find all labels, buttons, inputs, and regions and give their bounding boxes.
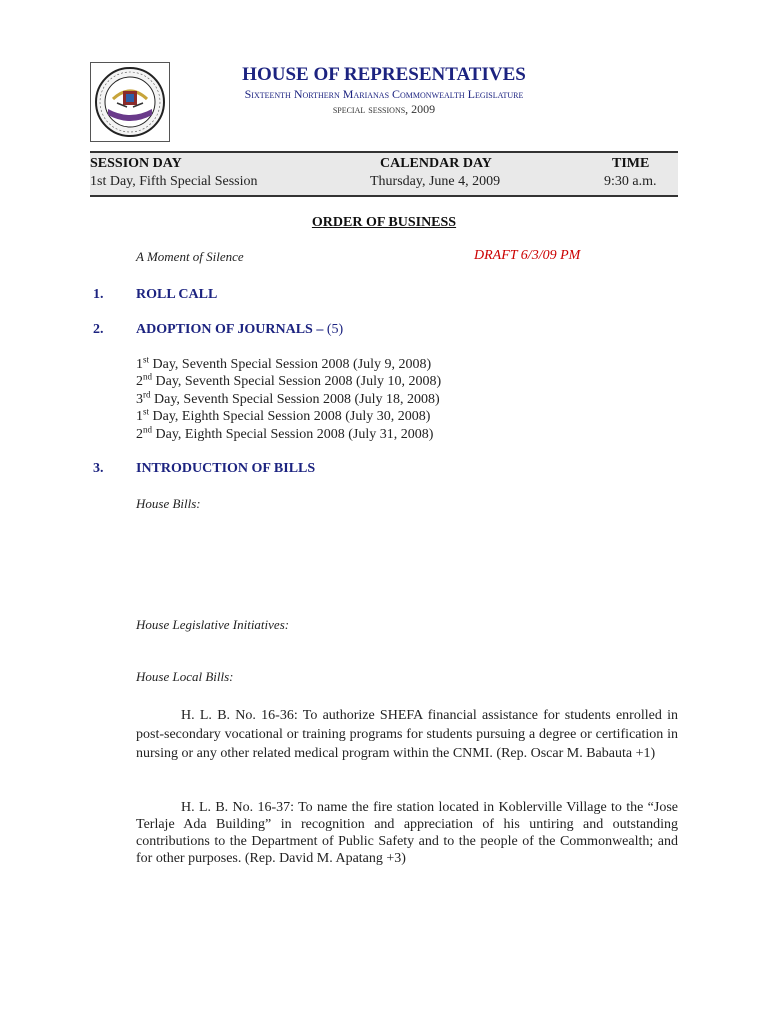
journal-entry: 2nd Day, Eighth Special Session 2008 (July 31, 2008) <box>136 424 434 442</box>
journal-entry: 1st Day, Seventh Special Session 2008 (July 9, 2008) <box>136 354 432 372</box>
draft-stamp: DRAFT 6/3/09 PM <box>474 248 581 263</box>
time-value: 9:30 a.m. <box>604 174 657 189</box>
calendar-day-value: Thursday, June 4, 2009 <box>370 174 501 189</box>
section-adoption-of-journals: ADOPTION OF JOURNALS – (5) <box>136 322 344 337</box>
journal-count: (5) <box>326 322 344 337</box>
journal-entry: 2nd Day, Seventh Special Session 2008 (July 10, 2008) <box>136 371 442 389</box>
moment-of-silence: A Moment of Silence <box>136 249 244 264</box>
journal-entry: 3rd Day, Seventh Special Session 2008 (July 18, 2008) <box>136 389 440 407</box>
session-day-value: 1st Day, Fifth Special Session <box>90 174 258 189</box>
house-bills-label: House Bills: <box>136 496 201 511</box>
section-number: 3. <box>93 461 104 476</box>
journal-entry: 1st Day, Eighth Special Session 2008 (July 30, 2008) <box>136 406 431 424</box>
session-info-table <box>90 151 678 197</box>
session-type: special sessions <box>332 102 406 116</box>
legislature-subtitle: Sixteenth Northern Marianas Commonwealth Legislature <box>244 87 524 101</box>
session-type-line <box>0 102 768 117</box>
bill-hlb-16-36: H. L. B. No. 16-36: To authorize SHEFA financial assistance for students enrolled in post-secondary vocational or training programs for students pursuing a degree or certification in nursing or any other related medical program within the CNMI. (Rep. Oscar M. Babauta +1) <box>136 708 678 761</box>
order-of-business-heading: ORDER OF BUSINESS <box>311 215 457 230</box>
section-roll-call: ROLL CALL <box>136 287 218 302</box>
session-day-label: SESSION DAY <box>90 156 182 171</box>
document-title: HOUSE OF REPRESENTATIVES <box>242 64 526 85</box>
house-legislative-initiatives-label: House Legislative Initiatives: <box>136 617 290 632</box>
section-number: 2. <box>93 322 104 337</box>
house-local-bills-label: House Local Bills: <box>136 669 234 684</box>
bill-hlb-16-37: H. L. B. No. 16-37: To name the fire station located in Koblerville Village to the “Jose Terlaje Ada Building” in recognition and appreciation of his untiring and outstanding contributions to the Department of Public Safety and to the people of the Commonwealth; and for other purposes. (Rep. David M. Apatang +3) <box>136 800 678 866</box>
section-number: 1. <box>93 287 104 302</box>
time-label: TIME <box>612 156 650 171</box>
calendar-day-label: CALENDAR DAY <box>380 156 492 171</box>
session-year: , 2009 <box>405 102 436 116</box>
section-introduction-of-bills: INTRODUCTION OF BILLS <box>136 461 316 476</box>
